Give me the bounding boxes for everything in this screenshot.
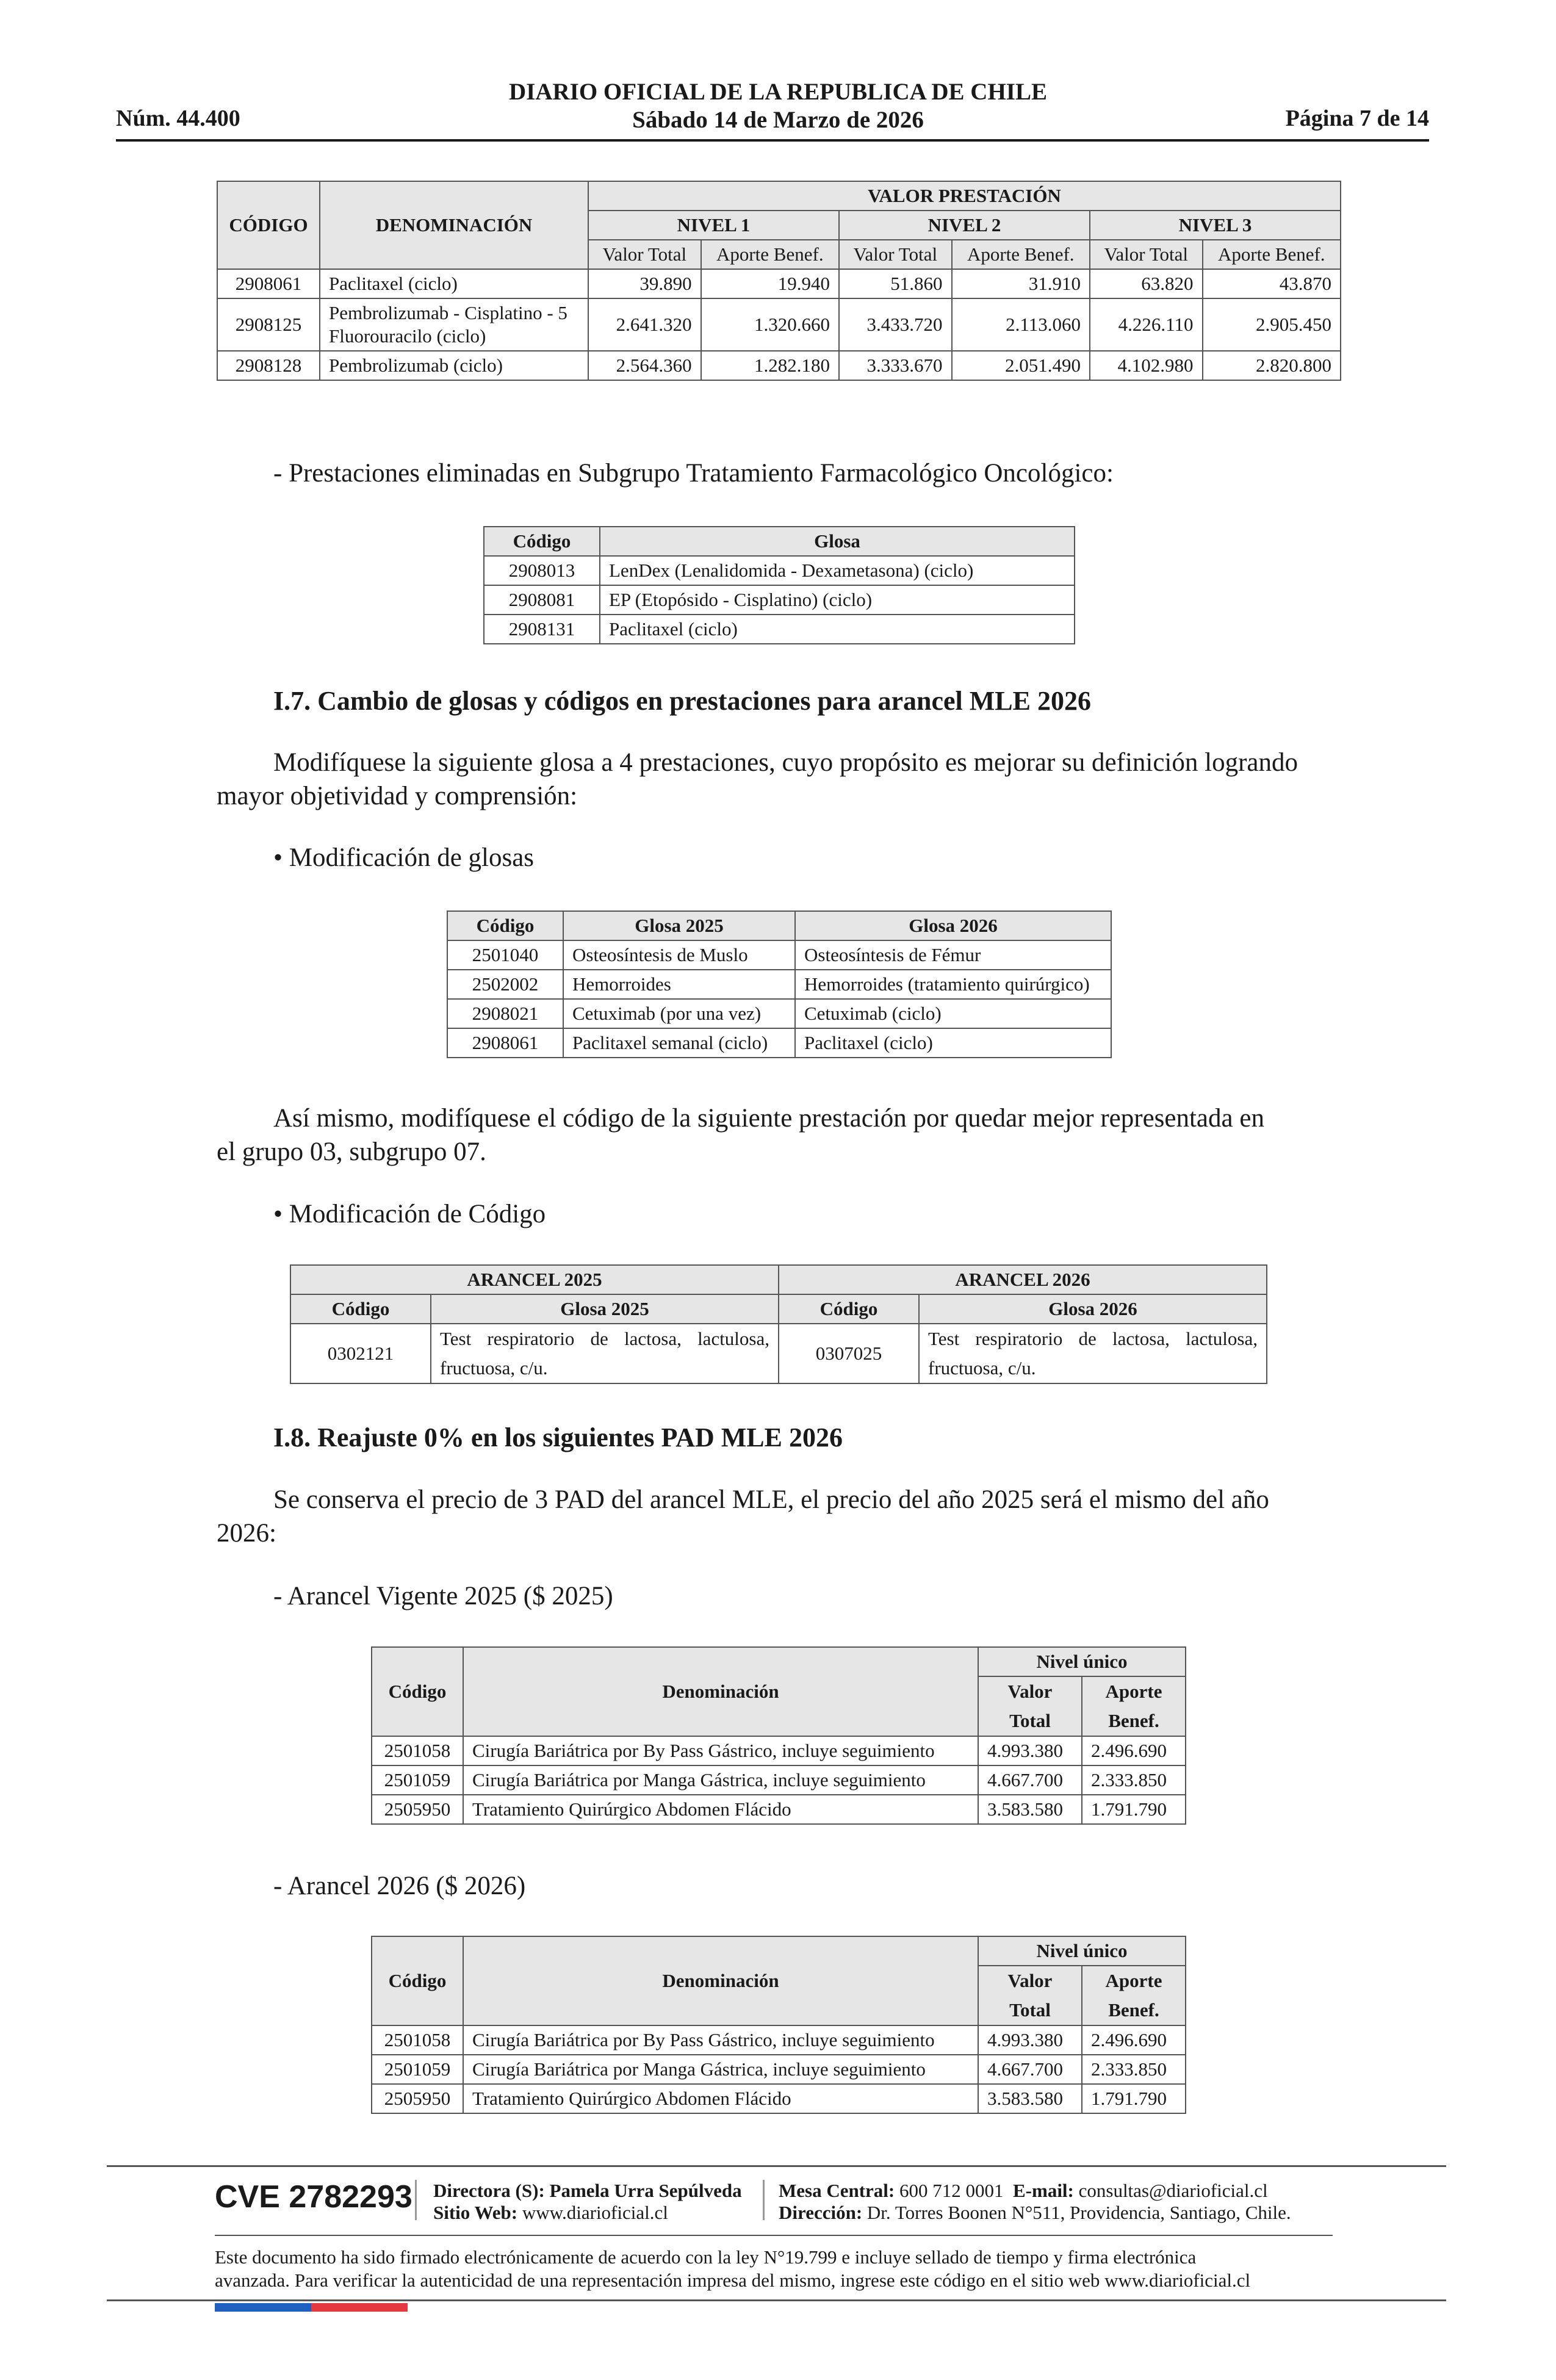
cell-denominacion: Pembrolizumab (ciclo) [320,351,588,380]
cell-aporte: 2.496.690 [1082,1736,1186,1765]
cell-value: 43.870 [1203,269,1341,298]
col-glosa-2025: Glosa 2025 [431,1294,779,1324]
footer-line [433,2180,742,2202]
col-arancel-2026: ARANCEL 2026 [779,1265,1267,1294]
header-line: Aporte [1105,1681,1162,1702]
footer-line [779,2180,1291,2202]
glosa-line: fructuosa, c/u. [440,1357,548,1379]
header-line: Total [1009,1710,1051,1731]
issue-number: Núm. 44.400 [116,106,240,131]
cell-value: 4.102.980 [1090,351,1203,380]
col-nivel-3: NIVEL 3 [1090,211,1341,240]
cell-codigo: 2908128 [217,351,320,380]
arancel-2025-table [371,1646,1186,1825]
cell-codigo: 2908125 [217,298,320,351]
col-nivel-unico: Nivel único [978,1647,1186,1676]
section-heading-1-7: I.7. Cambio de glosas y códigos en prestaciones para arancel MLE 2026 [273,686,1091,716]
footer-address: Dr. Torres Boonen N°511, Providencia, Santiago, Chile. [866,2202,1291,2223]
cell-denominacion: Cirugía Bariátrica por Manga Gástrica, incluye seguimiento [463,1765,978,1795]
footer-label: E-mail: [1013,2180,1074,2201]
footer-separator [415,2180,417,2220]
cell-aporte: 2.496.690 [1082,2025,1186,2055]
cell-glosa-2025: Paclitaxel semanal (ciclo) [563,1028,795,1058]
col-nivel-unico: Nivel único [978,1936,1186,1966]
cell-codigo: 0302121 [290,1324,431,1383]
cell-codigo: 2502002 [447,970,563,999]
footer-divider [107,2165,1446,2167]
cell-glosa-2026 [919,1324,1267,1383]
cell-denominacion: Cirugía Bariátrica por By Pass Gástrico, incluye seguimiento [463,1736,978,1765]
cell-codigo: 2908131 [484,615,600,644]
cell-codigo: 2908081 [484,585,600,615]
col-glosa-2025: Glosa 2025 [563,911,795,940]
cell-glosa-2026: Cetuximab (ciclo) [795,999,1111,1028]
cell-value: 2.051.490 [952,351,1090,380]
header-line: Benef. [1108,1999,1159,2021]
col-arancel-2025: ARANCEL 2025 [290,1265,779,1294]
cell-aporte: 1.791.790 [1082,2084,1186,2113]
col-aporte-benef: Aporte Benef. [1203,240,1341,269]
table-row [372,2025,1186,2055]
cell-value: 51.860 [839,269,952,298]
col-valor-total: Valor Total [588,240,701,269]
cell-codigo: 2908013 [484,556,600,585]
footer-divider [107,2299,1446,2301]
col-nivel-2: NIVEL 2 [839,211,1090,240]
col-aporte-benef: Aporte Benef. [952,240,1090,269]
footer-line [433,2202,742,2224]
cell-value: 3.433.720 [839,298,952,351]
cell-glosa: LenDex (Lenalidomida - Dexametasona) (ciclo) [600,556,1075,585]
paragraph-line: mayor objetividad y comprensión: [217,782,578,810]
codigo-table [290,1264,1267,1384]
glosa-line: fructuosa, c/u. [928,1357,1036,1379]
col-denominacion: Denominación [463,1936,978,2025]
table-row [447,999,1111,1028]
cell-glosa-2025: Osteosíntesis de Muslo [563,940,795,970]
col-valor-total [978,1966,1082,2025]
cell-codigo: 2505950 [372,2084,463,2113]
legal-line: Este documento ha sido firmado electrónicamente de acuerdo con la ley N°19.799 e incluye sellado de tiempo y firma electrónica [215,2246,1197,2268]
col-codigo: Código [372,1647,463,1736]
cve-code: CVE 2782293 [215,2179,412,2215]
flag-bar-blue [215,2303,311,2312]
table-row [290,1324,1267,1383]
legal-line: avanzada. Para verificar la autenticidad de una representación impresa del mismo, ingrese este código en el sitio web www.diarioficial.cl [215,2270,1251,2291]
header-line: Valor [1007,1970,1053,1991]
col-glosa-2026: Glosa 2026 [919,1294,1267,1324]
website-link[interactable]: www.diarioficial.cl [522,2202,668,2223]
eliminated-table [483,526,1075,644]
footer-contact-left [433,2180,742,2224]
cell-valor: 4.667.700 [978,1765,1082,1795]
table-row [447,970,1111,999]
header-line: Benef. [1108,1710,1159,1731]
arancel-2026-label: - Arancel 2026 ($ 2026) [273,1872,526,1900]
paragraph-1-7a [217,746,1298,813]
cell-denominacion: Cirugía Bariátrica por Manga Gástrica, incluye seguimiento [463,2055,978,2084]
paragraph-line: Se conserva el precio de 3 PAD del arancel MLE, el precio del año 2025 será el mismo del año [273,1485,1269,1514]
cell-valor: 3.583.580 [978,2084,1082,2113]
col-denominacion: DENOMINACIÓN [320,181,588,269]
footer-divider [215,2235,1333,2236]
cell-value: 31.910 [952,269,1090,298]
table-row [372,2084,1186,2113]
table-row [372,1765,1186,1795]
paragraph-line: el grupo 03, subgrupo 07. [217,1138,486,1166]
cell-value: 19.940 [701,269,839,298]
header-line: Valor [1007,1681,1053,1702]
cell-aporte: 1.791.790 [1082,1795,1186,1824]
table-row [217,269,1341,298]
footer-separator [763,2180,765,2220]
col-codigo: Código [484,527,600,556]
footer-label: Directora (S): [433,2180,545,2201]
table-row [484,585,1075,615]
cell-denominacion: Paclitaxel (ciclo) [320,269,588,298]
paragraph-1-8 [217,1483,1269,1550]
header-line: Total [1009,1999,1051,2021]
col-codigo: Código [447,911,563,940]
glosa-line: Test respiratorio de lactosa, lactulosa, [440,1328,769,1349]
cell-glosa-2025: Cetuximab (por una vez) [563,999,795,1028]
cell-codigo: 0307025 [779,1324,919,1383]
issue-date: Sábado 14 de Marzo de 2026 [632,107,924,133]
footer-label: Sitio Web: [433,2202,518,2223]
header-line: Aporte [1105,1970,1162,1991]
arancel-2026-table [371,1936,1186,2114]
cell-valor: 4.667.700 [978,2055,1082,2084]
col-glosa-2026: Glosa 2026 [795,911,1111,940]
cell-glosa-2026: Paclitaxel (ciclo) [795,1028,1111,1058]
table-row [484,556,1075,585]
cell-value: 1.282.180 [701,351,839,380]
table-row [484,615,1075,644]
footer-label: Mesa Central: [779,2180,895,2201]
cell-glosa-2025: Hemorroides [563,970,795,999]
cell-glosa: Paclitaxel (ciclo) [600,615,1075,644]
footer-phone: 600 712 0001 [899,2180,1004,2201]
bullet-modificacion-codigo: • Modificación de Código [273,1200,546,1228]
cell-codigo: 2501058 [372,1736,463,1765]
cell-codigo: 2908021 [447,999,563,1028]
cell-valor: 4.993.380 [978,2025,1082,2055]
cell-glosa-2026: Hemorroides (tratamiento quirúrgico) [795,970,1111,999]
cell-glosa-2026: Osteosíntesis de Fémur [795,940,1111,970]
table-row [372,2055,1186,2084]
cell-glosa: EP (Etopósido - Cisplatino) (ciclo) [600,585,1075,615]
cell-valor: 4.993.380 [978,1736,1082,1765]
cell-codigo: 2908061 [217,269,320,298]
footer-line [779,2202,1291,2224]
col-glosa: Glosa [600,527,1075,556]
col-codigo: Código [372,1936,463,2025]
cell-aporte: 2.333.850 [1082,2055,1186,2084]
col-codigo: Código [779,1294,919,1324]
cell-codigo: 2501058 [372,2025,463,2055]
col-nivel-1: NIVEL 1 [588,211,839,240]
table-row [447,940,1111,970]
cell-denominacion: Tratamiento Quirúrgico Abdomen Flácido [463,1795,978,1824]
col-valor-prestacion: VALOR PRESTACIÓN [588,181,1341,211]
cell-value: 3.333.670 [839,351,952,380]
arancel-2025-label: - Arancel Vigente 2025 ($ 2025) [273,1582,613,1610]
cell-codigo: 2501059 [372,2055,463,2084]
cell-value: 1.320.660 [701,298,839,351]
cell-value: 2.564.360 [588,351,701,380]
cell-denominacion: Pembrolizumab - Cisplatino - 5 Fluorouracilo (ciclo) [320,298,588,351]
col-codigo: Código [290,1294,431,1324]
cell-codigo: 2505950 [372,1795,463,1824]
flag-bar-red [311,2303,408,2312]
footer-contact-right [779,2180,1291,2224]
cell-value: 2.113.060 [952,298,1090,351]
col-valor-total: Valor Total [1090,240,1203,269]
newspaper-title: DIARIO OFICIAL DE LA REPUBLICA DE CHILE [508,79,1047,105]
header-divider [116,139,1429,142]
cell-value: 2.905.450 [1203,298,1341,351]
eliminated-intro: - Prestaciones eliminadas en Subgrupo Tratamiento Farmacológico Oncológico: [273,459,1114,488]
cell-value: 2.641.320 [588,298,701,351]
table-row [372,1736,1186,1765]
paragraph-line: Modifíquese la siguiente glosa a 4 prestaciones, cuyo propósito es mejorar su definición logrando [273,748,1298,777]
page-number: Página 7 de 14 [1285,106,1429,131]
table-row [447,1028,1111,1058]
col-aporte-benef [1082,1676,1186,1736]
cell-codigo: 2501059 [372,1765,463,1795]
table-row [217,351,1341,380]
paragraph-line: 2026: [217,1519,276,1548]
cell-codigo: 2908061 [447,1028,563,1058]
col-valor-total [978,1676,1082,1736]
cell-codigo: 2501040 [447,940,563,970]
legal-notice [215,2246,1350,2292]
cell-value: 63.820 [1090,269,1203,298]
cell-value: 39.890 [588,269,701,298]
table-row [372,1795,1186,1824]
glosa-line: Test respiratorio de lactosa, lactulosa, [928,1328,1258,1349]
glosas-table [447,911,1112,1058]
cell-aporte: 2.333.850 [1082,1765,1186,1795]
table-row [217,298,1341,351]
section-heading-1-8: I.8. Reajuste 0% en los siguientes PAD MLE 2026 [273,1423,843,1452]
col-denominacion: Denominación [463,1647,978,1736]
valor-prestacion-table [217,181,1341,381]
col-codigo: CÓDIGO [217,181,320,269]
col-aporte-benef: Aporte Benef. [701,240,839,269]
email-link[interactable]: consultas@diarioficial.cl [1078,2180,1268,2201]
col-aporte-benef [1082,1966,1186,2025]
cell-valor: 3.583.580 [978,1795,1082,1824]
cell-value: 4.226.110 [1090,298,1203,351]
bullet-modificacion-glosas: • Modificación de glosas [273,843,535,872]
cell-value: 2.820.800 [1203,351,1341,380]
footer-directora: Pamela Urra Sepúlveda [549,2180,742,2201]
cell-denominacion: Tratamiento Quirúrgico Abdomen Flácido [463,2084,978,2113]
col-valor-total: Valor Total [839,240,952,269]
cell-denominacion: Cirugía Bariátrica por By Pass Gástrico, incluye seguimiento [463,2025,978,2055]
paragraph-line: Así mismo, modifíquese el código de la siguiente prestación por quedar mejor representada en [273,1104,1264,1133]
paragraph-1-7b [217,1102,1264,1169]
cell-glosa-2025 [431,1324,779,1383]
footer-label: Dirección: [779,2202,863,2223]
